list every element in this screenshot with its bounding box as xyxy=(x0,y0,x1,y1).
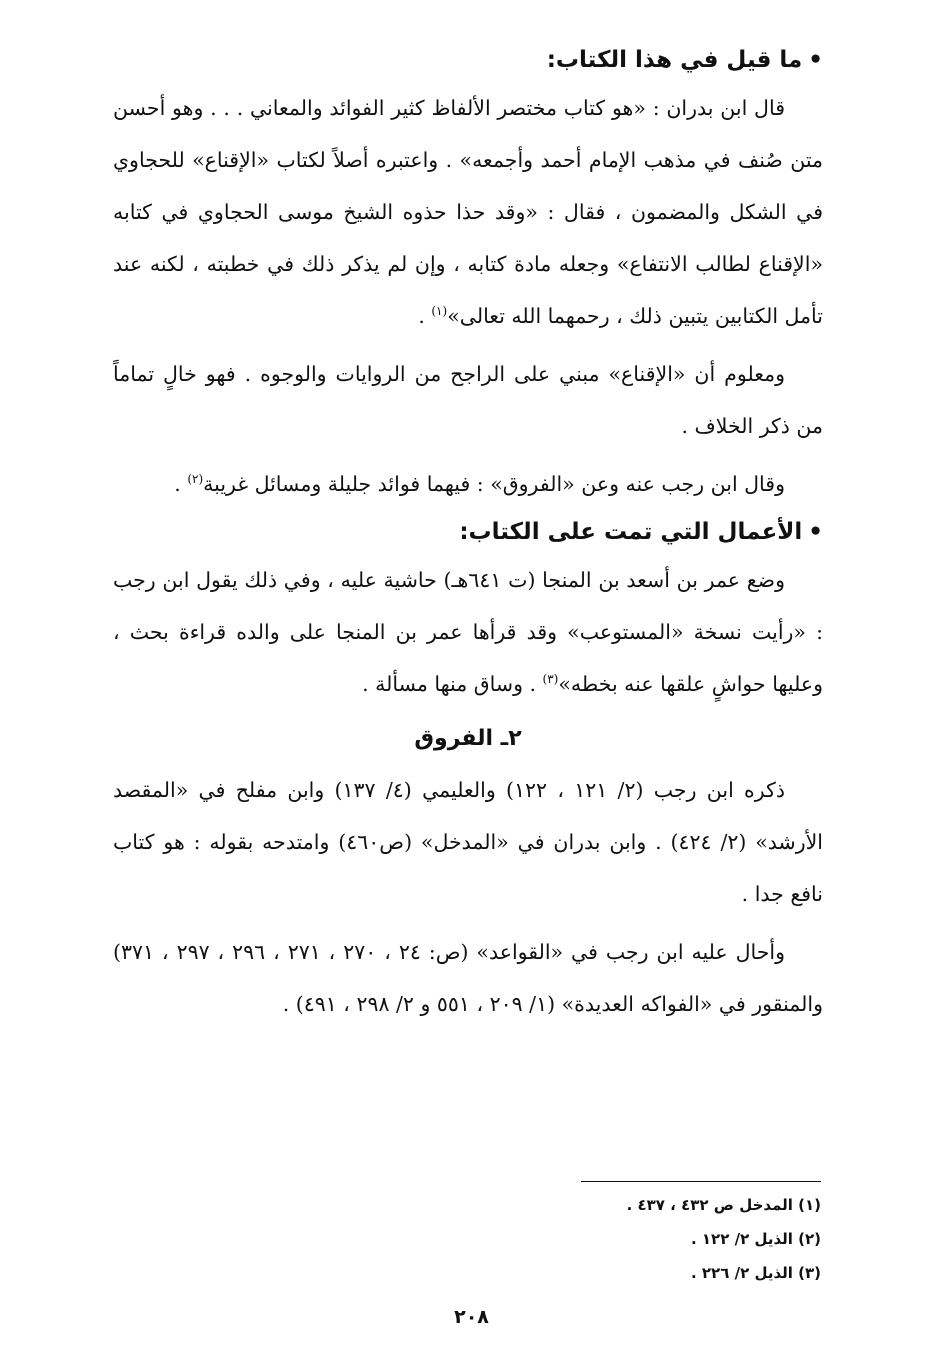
paragraph-ibn-badran-quote xyxy=(113,82,823,342)
paragraph-end: . xyxy=(174,472,188,496)
section-heading-works-done xyxy=(113,510,823,554)
footnotes xyxy=(321,1188,821,1290)
footnote-divider xyxy=(581,1181,821,1182)
paragraph-text: وقال ابن رجب عنه وعن «الفروق» : فيهما فوائد جليلة ومسائل غريبة xyxy=(203,472,785,496)
bullet-icon: • xyxy=(808,47,823,73)
footnote-ref-2[interactable]: (٢) xyxy=(187,472,204,487)
paragraph-end: . xyxy=(418,304,432,328)
paragraph-ibn-rajab-quote xyxy=(113,458,823,510)
bullet-icon: • xyxy=(808,519,823,545)
heading-text: ما قيل في هذا الكتاب: xyxy=(546,47,803,73)
main-text-column xyxy=(113,38,823,1030)
section-heading-what-was-said xyxy=(113,38,823,82)
paragraph-text: وأحال عليه ابن رجب في «القواعد» (ص: ٢٤ ، ٢٧٠ ، ٢٧١ ، ٢٩٦ ، ٢٩٧ ، ٣٧١) والمنقور في «الفواكه العديدة» (١/ ٢٠٩ ، ٥٥١ و ٢/ ٢٩٨ ، ٤٩١) . xyxy=(113,940,823,1016)
paragraph-text: ومعلوم أن «الإقناع» مبني على الراجح من الروايات والوجوه . فهو خالٍ تماماً من ذكر الخلاف . xyxy=(113,362,823,438)
paragraph-text: قال ابن بدران : «هو كتاب مختصر الألفاظ كثير الفوائد والمعاني . . . وهو أحسن متن صُنف في مذهب الإمام أحمد وأجمعه» . واعتبره أصلاً لكتاب «الإقناع» للحجاوي في الشكل والمضمون ، فقال : «وقد حذا حذوه الشيخ موسى الحجاوي في كتابه «الإقناع لطالب الانتفاع» وجعله مادة كتابه ، وإن لم يذكر ذلك في خطبته ، لكنه عند تأمل الكتابين يتبين ذلك ، رحمهما الله تعالى» xyxy=(113,96,823,328)
footnote-3: (٣) الذيل ٢/ ٢٢٦ . xyxy=(690,1264,821,1282)
footnote-1: (١) المدخل ص ٤٣٢ ، ٤٣٧ . xyxy=(626,1196,821,1214)
paragraph-furuq-mentions xyxy=(113,764,823,920)
page-number: ٢٠٨ xyxy=(454,1306,489,1328)
section-title-al-furuq: ٢ـ الفروق xyxy=(414,726,522,751)
paragraph-end: . وساق منها مسألة . xyxy=(362,672,543,696)
footnote-2: (٢) الذيل ٢/ ١٢٢ . xyxy=(690,1230,821,1248)
paragraph-iqna-note xyxy=(113,348,823,452)
paragraph-text: ذكره ابن رجب (٢/ ١٢١ ، ١٢٢) والعليمي (٤/ ١٣٧) وابن مفلح في «المقصد الأرشد» (٢/ ٤٢٤) . وابن بدران في «المدخل» (ص٤٦٠) وامتدحه بقوله : هو كتاب نافع جدا . xyxy=(113,778,824,906)
paragraph-furuq-references xyxy=(113,926,823,1030)
footnote-ref-1[interactable]: (١) xyxy=(431,304,448,319)
footnote-ref-3[interactable]: (٣) xyxy=(542,672,559,687)
paragraph-hashiya xyxy=(113,554,823,710)
heading-text: الأعمال التي تمت على الكتاب: xyxy=(459,519,803,545)
paragraph-text: وضع عمر بن أسعد بن المنجا (ت ٦٤١هـ) حاشية عليه ، وفي ذلك يقول ابن رجب : «رأيت نسخة «المستوعب» وقد قرأها عمر بن المنجا على والده قراءة بحث ، وعليها حواشٍ علقها عنه بخطه» xyxy=(113,568,823,696)
